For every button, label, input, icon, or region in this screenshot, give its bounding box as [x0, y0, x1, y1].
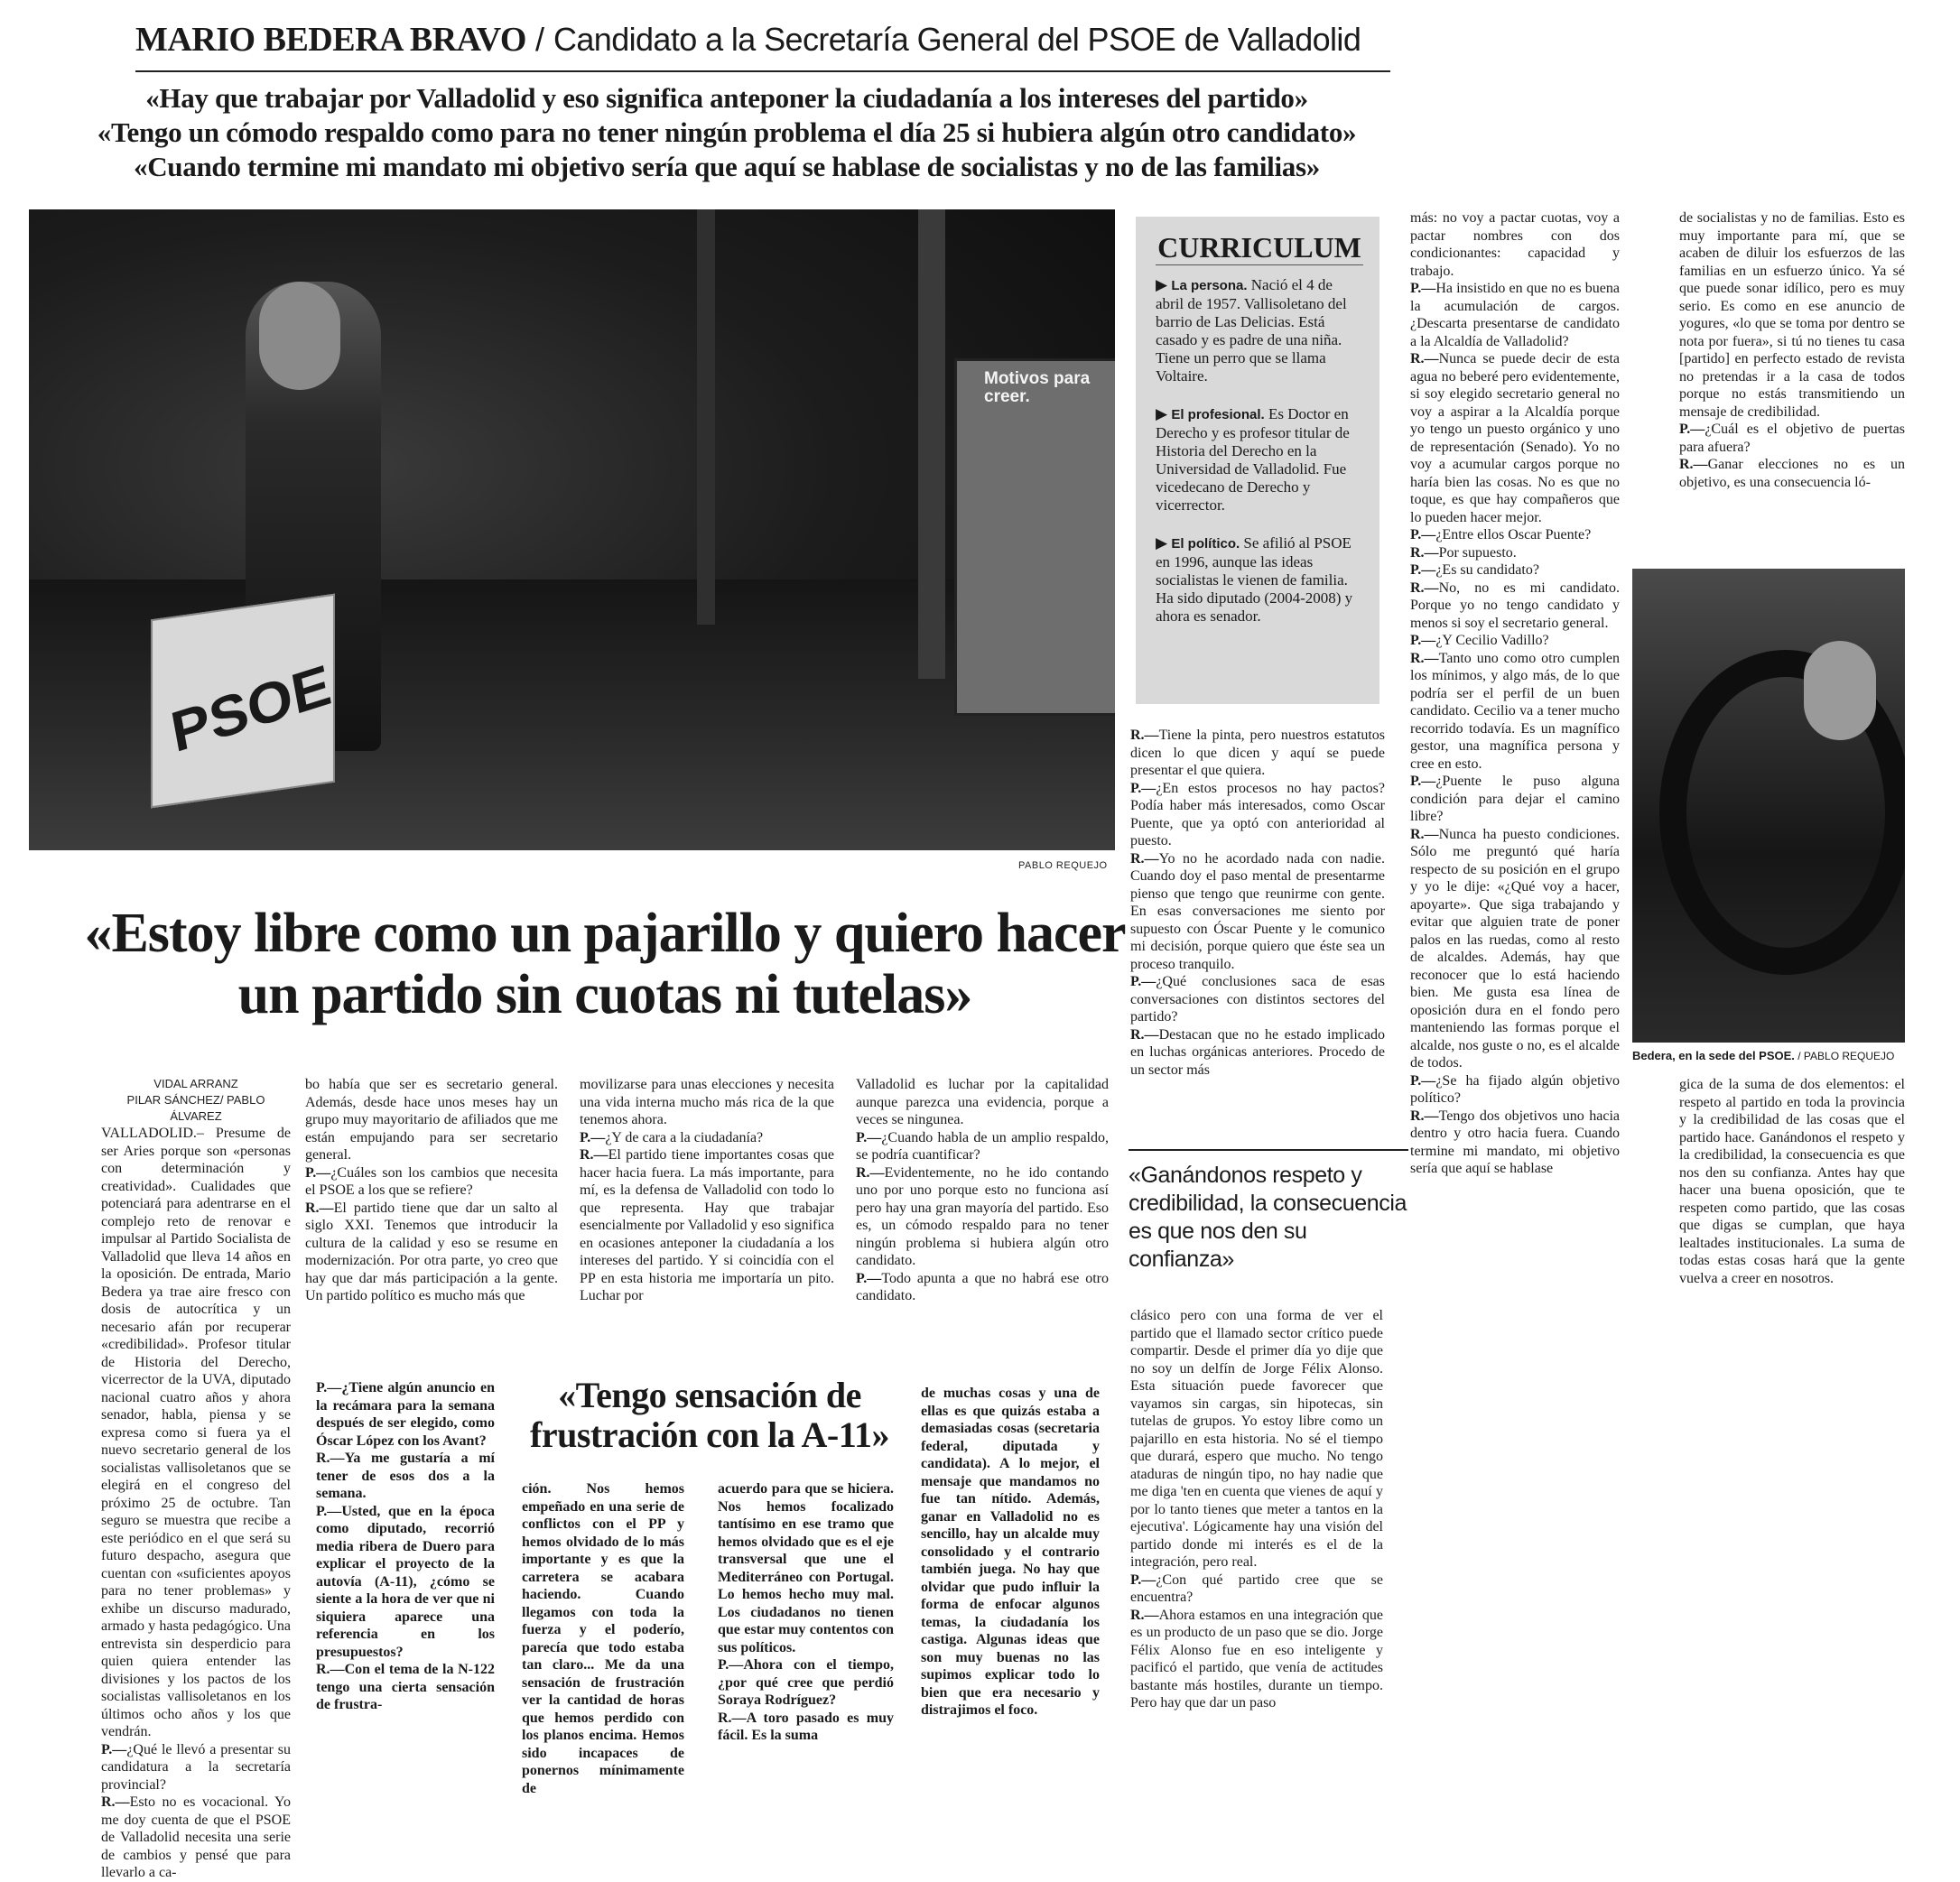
qa-marker: R.—: [1410, 826, 1439, 842]
kicker-separator: /: [525, 21, 553, 58]
intro-text: VALLADOLID.– Presume de ser Aries porque son «personas con determinación y creatividad». Cualidades que potenciará para adentrarse en el complejo reto de renovar e impulsar al Partido Socialista de Valladolid que lleva 14 años en la oposición. De entrada, Mario Bedera ya trae aire fresco con dosis de autocrítica y un necesario afán por recuperar «credibilidad». Profesor titular de Historia del Derecho, vicerrector de la UVA, diputado nacional cuatro años y ahora senador, habla, piensa y se expresa como si fuera ya el nuevo secretario general de los socialistas vallisoletanos que se elegirá en el congreso del próximo 25 de octubre. Tan seguro se muestra que recibe a este periódico en el que será su futuro despacho, asegura que cuentan con «suficientes apoyos para no tener problemas» y exhibe un discurso madurado, armado y hasta pedagógico. Una entrevista sin desperdicio para quien quiera entender las divisiones y los pactos de los socialistas vallisoletanos en los últimos ocho años y los que vendrán.: [101, 1126, 291, 1739]
article-column-7: [1679, 209, 1905, 491]
qa-marker: P.—: [305, 1164, 331, 1181]
qa-text: ¿Cuando habla de un amplio respaldo, se podría cuantificar?: [856, 1129, 1109, 1163]
sub-headline: «Tengo sensación de frustración con la A-11»: [530, 1375, 889, 1455]
qa-marker: P.—: [856, 1129, 882, 1145]
body-text: gica de la suma de dos elementos: el respeto al partido en toda la provincia y la credibilidad de las cosas que el partido hace. Ganándonos el respeto y la credibilidad, la consecuencia es que nos den su confianza. Antes hay que hacer una buena oposición, que te respeten como partido, que las cosas que digas se cumplan, que haya lealtades institucionales. La suma de todas estas cosas hará que la gente vuelva a creer en nosotros.: [1679, 1077, 1905, 1286]
article-column-4: [856, 1076, 1109, 1305]
qa-marker: P.—: [718, 1657, 744, 1673]
qa-line: [1410, 544, 1620, 562]
qa-text: Ahora con el tiempo, ¿por qué cree que perdió Soraya Rodríguez?: [718, 1657, 894, 1708]
qa-marker: R.—: [305, 1200, 334, 1216]
qa-text: Usted, que en la época como diputado, recorrió media ribera de Duero para explicar el proyecto de la autovía (A-11), ¿cómo se siente a la hora de ver que ni siquiera aparece una referencia en los presupuestos?: [316, 1503, 495, 1660]
article-column-3: [580, 1076, 834, 1305]
qa-line: [1130, 727, 1385, 780]
qa-text: A toro pasado es muy fácil. Es la suma: [718, 1710, 894, 1743]
pull-quote: «Ganándonos respeto y credibilidad, la consecuencia es que nos den su confianza»: [1129, 1149, 1408, 1274]
article-column-d: [921, 1385, 1100, 1720]
caption-credit: / PABLO REQUEJO: [1794, 1050, 1895, 1062]
qa-line: [1130, 850, 1385, 974]
interviewee-role: Candidato a la Secretaría General del PSOE de Valladolid: [553, 21, 1361, 58]
curriculum-item: ▶ La persona. Nació el 4 de abril de 1957. Vallisoletano del barrio de Las Delicias. Está casado y es padre de una niña. Tiene un perro que se llama Voltaire.: [1156, 276, 1347, 385]
qa-line: [1130, 1026, 1385, 1080]
qa-text: Tanto uno como otro cumplen los mínimos, y algo más, de lo que podría ser el perfil de un buen candidato. Cecilio va a tener mucho recorrido todavía. Es un magnífico gestor, una magnífica persona y cree en esto.: [1410, 650, 1620, 772]
article-column-a: [316, 1379, 495, 1714]
article-column-5-bottom: [1130, 1307, 1383, 1712]
qa-text: ¿Es su candidato?: [1435, 562, 1539, 578]
qa-line: [316, 1661, 495, 1714]
curriculum-box: [1136, 217, 1379, 704]
article-column-5: [1130, 727, 1385, 1079]
qa-line: [856, 1270, 1109, 1305]
qa-marker: R.—: [1130, 728, 1159, 743]
qa-marker: R.—: [856, 1164, 885, 1181]
qa-line: [305, 1164, 558, 1200]
qa-marker: P.—: [1410, 1072, 1436, 1089]
qa-marker: R.—: [580, 1147, 608, 1163]
qa-text: Esto no es vocacional. Yo me doy cuenta de que el PSOE de Valladolid necesita una serie de cambios y pensé que para llevarlo a ca-: [101, 1794, 291, 1880]
qa-line: [316, 1379, 495, 1450]
article-column-c: [718, 1480, 894, 1745]
qa-marker: R.—: [1130, 850, 1159, 867]
qa-marker: P.—: [1130, 1571, 1156, 1588]
qa-line: [1679, 456, 1905, 491]
qa-text: Nunca ha puesto condiciones. Sólo me preguntó qué haría respecto de su posición en el grupo y yo le dije: «¿Qué voy a hacer, apoyarte». Que siga trabajando y evitar que alguien trate de poner palos en las ruedas, como al resto de alcaldes. Además, hay que reconocer que lo está haciendo bien. Me gusta esa línea de oposición dura en el fondo pero manteniendo las formas porque el alcalde, nos guste o no, es el alcalde de todos.: [1410, 826, 1620, 1071]
article-column-1: [101, 1076, 291, 1882]
qa-line: [1130, 780, 1385, 850]
qa-text: ¿Y Cecilio Vadillo?: [1435, 633, 1549, 648]
curriculum-text: Nació el 4 de abril de 1957. Vallisoletano del barrio de Las Delicias. Está casado y es padre de una niña. Tiene un perro que se llama Voltaire.: [1156, 276, 1347, 385]
qa-line: [1130, 973, 1385, 1026]
curriculum-label: El político.: [1171, 536, 1240, 552]
curriculum-item: ▶ El político. Se afilió al PSOE en 1996, aunque las ideas socialistas le vienen de familia. Ha sido diputado (2004-2008) y ahora es senador.: [1156, 534, 1353, 625]
curriculum-item: ▶ El profesional. Es Doctor en Derecho y es profesor titular de Historia del Derecho en la Universidad de Valladolid. Fue vicedecano de Derecho y vicerrector.: [1156, 405, 1350, 514]
qa-marker: R.—: [316, 1662, 345, 1677]
qa-line: [101, 1794, 291, 1882]
byline: VIDAL ARRANZ: [153, 1077, 238, 1090]
article-column-2: [305, 1076, 558, 1305]
summary-quotes: [72, 81, 1381, 184]
body-text: bo había que ser es secretario general. Además, desde hace unos meses hay un grupo muy mayoritario de afiliados que me están empujando para ser secretario general.: [305, 1077, 558, 1163]
interviewee-name: MARIO BEDERA BRAVO: [135, 21, 526, 59]
photo-person-head: [259, 282, 340, 390]
bold-text: acuerdo para que se hiciera. Nos hemos focalizado tantísimo en ese tramo que hemos olvidado que es el eje transversal que une el Mediterráneo con Portugal. Lo hemos hecho muy mal. Los ciudadanos no tienen que estar muy contentos con sus políticos.: [718, 1481, 894, 1655]
qa-marker: P.—: [1679, 422, 1705, 437]
qa-text: Ahora estamos en una integración que es un producto de un paso que se dio. Jorge Félix Alonso fue en eso inteligente y pacificó el partido, que venía de actitudes bastante más hostiles, durante un tiempo. Pero hay que dar un paso: [1130, 1607, 1383, 1710]
qa-marker: P.—: [856, 1270, 882, 1286]
qa-marker: R.—: [101, 1794, 130, 1810]
qa-line: [316, 1450, 495, 1503]
bold-text: ción. Nos hemos empeñado en una serie de conflictos con el PP y hemos olvidado de lo más importante y es que la carretera se acabara haciendo. Cuando llegamos con toda la fuerza y el poderío, parecía que todo estaba tan claro... Me da una sensación de frustración ver la cantidad de horas que hemos perdido con los planos encima. Hemos sido incapaces de ponernos mínimamente de: [522, 1481, 684, 1796]
article-column-6: [1410, 209, 1620, 1178]
curriculum-text: Se afilió al PSOE en 1996, aunque las ideas socialistas le vienen de familia. Ha sido diputado (2004-2008) y ahora es senador.: [1156, 534, 1353, 625]
qa-marker: P.—: [316, 1503, 342, 1519]
body-text: [921, 1385, 1100, 1720]
qa-text: Yo no he acordado nada con nadie. Cuando doy el paso mental de presentarme pienso que tengo que reunirme con gente. En esas conversaciones me siento por supuesto con Óscar Puente y le comunico mi decisión, porque quiero que éste sea un proceso tranquilo.: [1130, 850, 1385, 972]
qa-marker: P.—: [1410, 774, 1436, 789]
qa-line: [718, 1656, 894, 1710]
kicker-header: [135, 18, 1390, 72]
qa-text: Evidentemente, no he ido contando uno por uno porque esto no funciona así pero hay una gran mayoría del partido. Eso es, un cómodo respaldo para no tener ningún problema si hubiera algún otro candidato.: [856, 1164, 1109, 1268]
qa-text: ¿Puente le puso alguna condición para dejar el camino libre?: [1410, 774, 1620, 824]
qa-text: Por supuesto.: [1438, 544, 1517, 561]
curriculum-label: El profesional.: [1171, 407, 1265, 422]
qa-marker: P.—: [1410, 527, 1436, 542]
qa-line: [101, 1741, 291, 1794]
qa-marker: R.—: [1410, 579, 1439, 596]
qa-line: [1410, 1108, 1620, 1178]
qa-line: [1130, 1607, 1383, 1712]
qa-text: Ya me gustaría a mí tener de esos dos a la semana.: [316, 1451, 495, 1501]
qa-text: ¿Con qué partido cree que se encuentra?: [1130, 1571, 1383, 1605]
qa-line: [1410, 826, 1620, 1072]
qa-line: [1130, 1571, 1383, 1607]
qa-text: Nunca se puede decir de esta agua no beberé pero evidentemente, si soy elegido secretario general no voy a aspirar a la Alcaldía porque yo tengo un puesto orgánico y uno de representación (Senado). Yo no voy a acumular cargos porque no haría bien las cosas. No es que no toque, es que hay compañeros que lo pueden hacer mejor.: [1410, 351, 1620, 525]
qa-marker: R.—: [1130, 1607, 1159, 1623]
qa-marker: P.—: [101, 1741, 127, 1757]
qa-text: ¿Cuáles son los cambios que necesita el PSOE a los que se refiere?: [305, 1164, 558, 1198]
caption-text: Bedera, en la sede del PSOE.: [1632, 1049, 1795, 1062]
curriculum-label: La persona.: [1171, 278, 1248, 293]
qa-marker: R.—: [718, 1710, 747, 1726]
qa-marker: R.—: [1679, 457, 1708, 472]
qa-marker: R.—: [1130, 1026, 1159, 1043]
qa-text: ¿Se ha fijado algún objetivo político?: [1410, 1072, 1620, 1106]
qa-line: [305, 1200, 558, 1305]
qa-line: [1410, 1072, 1620, 1108]
qa-marker: R.—: [1410, 650, 1439, 666]
secondary-photo: [1632, 569, 1905, 1043]
photo-person-head: [1804, 641, 1876, 740]
qa-text: Tengo dos objetivos uno hacia dentro y otro hacia fuera. Cuando termine mi mandato, mi objetivo sería que aquí se hablase: [1410, 1108, 1620, 1176]
summary-quote: «Tengo un cómodo respaldo como para no tener ningún problema el día 25 si hubiera algún otro candidato»: [97, 116, 1357, 148]
qa-text: ¿Tiene algún anuncio en la recámara para la semana después de ser elegido, como Óscar López con los Avant?: [316, 1380, 495, 1449]
photo-doorframe: [918, 209, 945, 679]
qa-line: [1410, 526, 1620, 544]
body-text: [718, 1480, 894, 1656]
qa-text: No, no es mi candidato. Porque yo no tengo candidato y menos si soy el secretario general.: [1410, 579, 1620, 631]
psoe-box-logo: PSOE: [166, 652, 336, 765]
qa-marker: P.—: [1130, 780, 1156, 796]
qa-text: ¿Cuál es el objetivo de puertas para afuera?: [1679, 422, 1905, 455]
bold-text: de muchas cosas y una de ellas es que quizás estaba a demasiadas cosas (secretaria federal, diputada y candidata). A lo mejor, el mensaje que mandamos no fue tan nítido. Además, ganar en Valladolid no es sencillo, hay un alcalde muy consolidado y el contrario también juega. No hay que olvidar que pudo influir la forma de enfocar algunos temas, la ciudadanía los castiga. Algunas ideas que son muy buenas no las supimos explicar todo lo bien que era necesario y distrajimos el foco.: [921, 1386, 1100, 1718]
qa-line: [856, 1164, 1109, 1270]
qa-marker: R.—: [316, 1451, 345, 1466]
qa-text: El partido tiene importantes cosas que hacer hacia fuera. La más importante, para mí, es la defensa de Valladolid con todo lo que representa. Hay que trabajar esencialmente por Valladolid y eso significa en ocasiones anteponer la ciudadanía a los intereses del partido. Y si coincidía con el PP en esta historia me importaría un pito. Luchar por: [580, 1147, 834, 1303]
qa-text: Tiene la pinta, pero nuestros estatutos dicen lo que dicen y aquí se puede presentar el que quiera.: [1130, 728, 1385, 778]
qa-line: [1410, 650, 1620, 774]
body-text: Valladolid es luchar por la capitalidad aunque parezca una evidencia, porque a veces se ningunea.: [856, 1077, 1109, 1127]
qa-marker: R.—: [1410, 351, 1439, 366]
body-text: [522, 1480, 684, 1797]
main-photo: [29, 209, 1115, 850]
qa-marker: P.—: [1410, 281, 1436, 296]
qa-text: ¿En estos procesos no hay pactos? Podía haber más interesados, como Oscar Puente, que ya optó con anterioridad al puesto.: [1130, 780, 1385, 848]
qa-text: ¿Entre ellos Oscar Puente?: [1435, 527, 1592, 542]
bylines: [101, 1076, 291, 1125]
qa-marker: P.—: [316, 1380, 342, 1395]
headline: «Estoy libre como un pajarillo y quiero hacer un partido sin cuotas ni tutelas»: [84, 903, 1126, 1025]
qa-line: [1410, 561, 1620, 579]
qa-line: [1410, 280, 1620, 350]
psoe-box: [151, 594, 335, 809]
summary-quote: «Hay que trabajar por Valladolid y eso significa anteponer la ciudadanía a los intereses del partido»: [145, 82, 1308, 114]
qa-line: [1410, 632, 1620, 650]
qa-line: [580, 1129, 834, 1147]
qa-marker: P.—: [1410, 562, 1436, 578]
article-column-b: [522, 1480, 684, 1797]
summary-quote: «Cuando termine mi mandato mi objetivo sería que aquí se hablase de socialistas y no de las familias»: [134, 151, 1320, 182]
qa-text: Con el tema de la N-122 tengo una cierta sensación de frustra-: [316, 1662, 495, 1712]
body-text: de socialistas y no de familias. Esto es muy importante para mí, que se acaben de diluir los esfuerzos de las familias en un esfuerzo único. Ya sé que puede sonar idílico, pero es muy serio. Es como en ese anuncio de yogures, «lo que se toma por dentro se nota por fuera», si tú no tienes tu casa [partido] en perfecto estado de revista no pretendas ir a la casa de todos porque no estás transmitiendo un mensaje de credibilidad.: [1679, 210, 1905, 420]
qa-text: ¿Qué le llevó a presentar su candidatura a la secretaría provincial?: [101, 1741, 291, 1793]
body-text: movilizarse para unas elecciones y necesita una vida interna mucho más rica de la que tenemos ahora.: [580, 1077, 834, 1127]
photo-caption: [1632, 1049, 1912, 1062]
body-text: clásico pero con una forma de ver el partido que el llamado sector crítico puede compartir. Desde el primer día yo dije que no soy un delfín de Jorge Félix Alonso. Esta situación puede favorecer que vayamos sin cargas, sin hipotecas, sin tutelas de grupos. Yo estoy libre como un pajarillo en esta historia. No sé el tiempo que durará, espero que mucho. No tengo ataduras de ningún tipo, no hay nadie que me diga 'ten en cuenta que vienes de aquí y por lo tanto tienes que meter a tantos en la ejecutiva'. Lógicamente hay una visión del partido donde mi interés es el de la integración, pero real.: [1130, 1308, 1383, 1570]
photo-credit: PABLO REQUEJO: [1018, 860, 1108, 871]
article-column-7-bottom: [1679, 1076, 1905, 1287]
qa-text: Ganar elecciones no es un objetivo, es una consecuencia ló-: [1679, 457, 1905, 490]
curriculum-text: Es Doctor en Derecho y es profesor titular de Historia del Derecho en la Universidad de Valladolid. Fue vicedecano de Derecho y vicerrector.: [1156, 405, 1350, 514]
qa-line: [718, 1710, 894, 1745]
qa-line: [316, 1503, 495, 1662]
qa-text: ¿Y de cara a la ciudadanía?: [605, 1129, 764, 1145]
qa-marker: R.—: [1410, 1108, 1439, 1124]
qa-marker: P.—: [1130, 974, 1156, 989]
qa-line: [856, 1129, 1109, 1164]
poster-text: Motivos para creer.: [984, 369, 1091, 406]
body-text: más: no voy a pactar cuotas, voy a pactar nombres con dos condicionantes: capacidad y trabajo.: [1410, 210, 1620, 279]
qa-line: [1410, 773, 1620, 826]
qa-line: [1410, 579, 1620, 633]
qa-marker: P.—: [580, 1129, 606, 1145]
qa-text: El partido tiene que dar un salto al siglo XXI. Tenemos que introducir la cultura de la calidad y eso se resume en modernización. Por otra parte, yo creo que hay que dar más participación a la gente. Un partido político es mucho más que: [305, 1200, 558, 1303]
qa-line: [580, 1146, 834, 1305]
qa-text: Todo apunta a que no habrá ese otro candidato.: [856, 1270, 1109, 1303]
photo-doorframe: [697, 209, 715, 625]
qa-text: Ha insistido en que no es buena la acumulación de cargos. ¿Descarta presentarse de candidato a la Alcaldía de Valladolid?: [1410, 281, 1620, 349]
qa-line: [1679, 421, 1905, 456]
photo-poster: [954, 358, 1115, 716]
qa-marker: P.—: [1410, 633, 1436, 648]
byline: PILAR SÁNCHEZ/ PABLO ÁLVAREZ: [126, 1093, 265, 1123]
curriculum-title: CURRICULUM: [1156, 231, 1363, 265]
qa-text: Destacan que no he estado implicado en luchas orgánicas anteriores. Procedo de un sector más: [1130, 1026, 1385, 1078]
qa-marker: R.—: [1410, 544, 1439, 561]
qa-text: ¿Qué conclusiones saca de esas conversaciones con distintos sectores del partido?: [1130, 974, 1385, 1024]
qa-line: [1410, 350, 1620, 526]
